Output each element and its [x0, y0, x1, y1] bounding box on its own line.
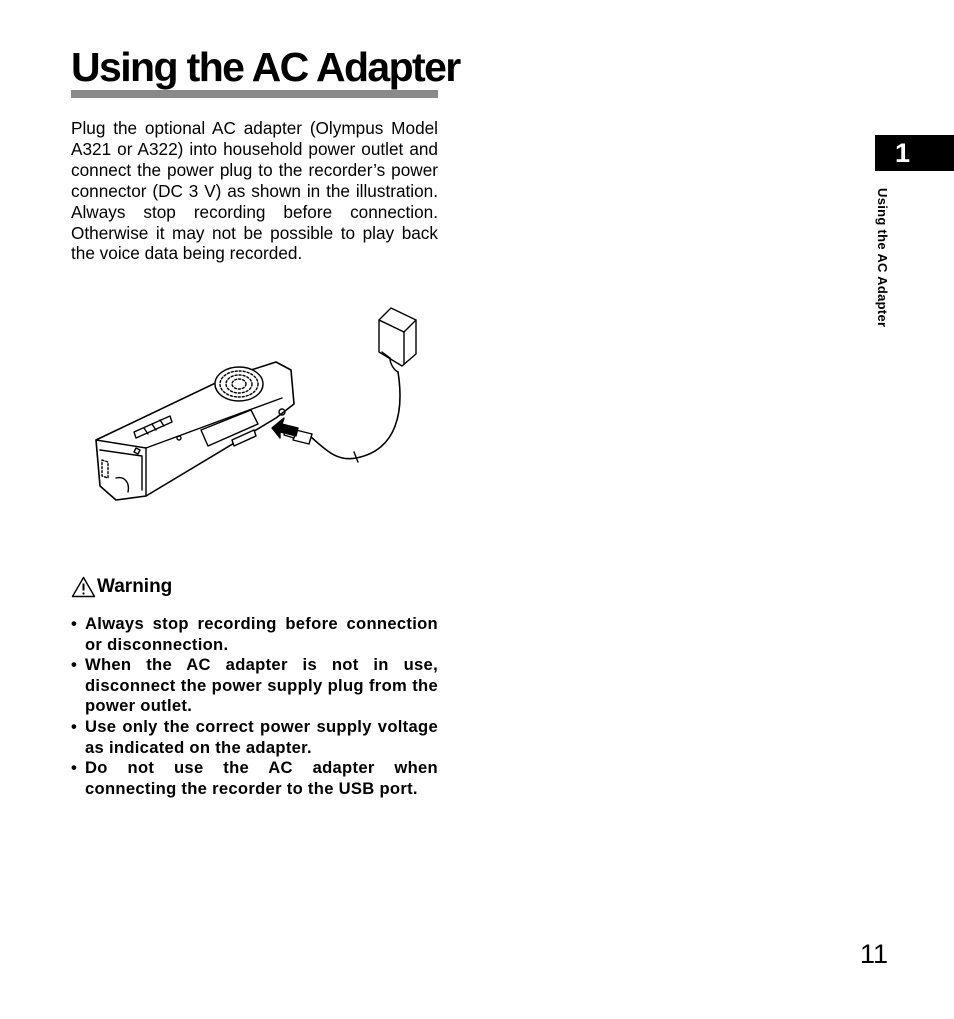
chapter-tab: [875, 135, 954, 171]
page-title: Using the AC Adapter: [71, 44, 460, 90]
warning-heading-label: Warning: [97, 576, 173, 597]
recorder-adapter-illustration: [86, 300, 426, 510]
title-underline: [71, 90, 438, 98]
warning-item: • Always stop recording before connection or disconnection.: [71, 614, 438, 655]
intro-paragraph: Plug the optional AC adapter (Olympus Model A321 or A322) into household power outlet and connect the power plug to the recorder’s power connector (DC 3 V) as shown in the illustration. Always stop recording before connection. Otherwise it may not be possible to play back the voice data being recorded.: [71, 118, 438, 264]
warning-item: • When the AC adapter is not in use, disconnect the power supply plug from the power outlet.: [71, 655, 438, 717]
section-side-label: Using the AC Adapter: [875, 188, 890, 328]
ac-adapter-icon: [379, 308, 416, 372]
chapter-number: 1: [895, 138, 911, 168]
voice-recorder-icon: [96, 362, 294, 500]
warning-item: • Do not use the AC adapter when connecting the recorder to the USB port.: [71, 758, 438, 799]
warning-heading: [71, 574, 172, 600]
warning-list: [71, 614, 438, 799]
adapter-cable: [311, 372, 400, 459]
warning-item: • Use only the correct power supply voltage as indicated on the adapter.: [71, 717, 438, 758]
warning-triangle-icon: [71, 576, 96, 598]
page-number: 11: [860, 939, 889, 969]
